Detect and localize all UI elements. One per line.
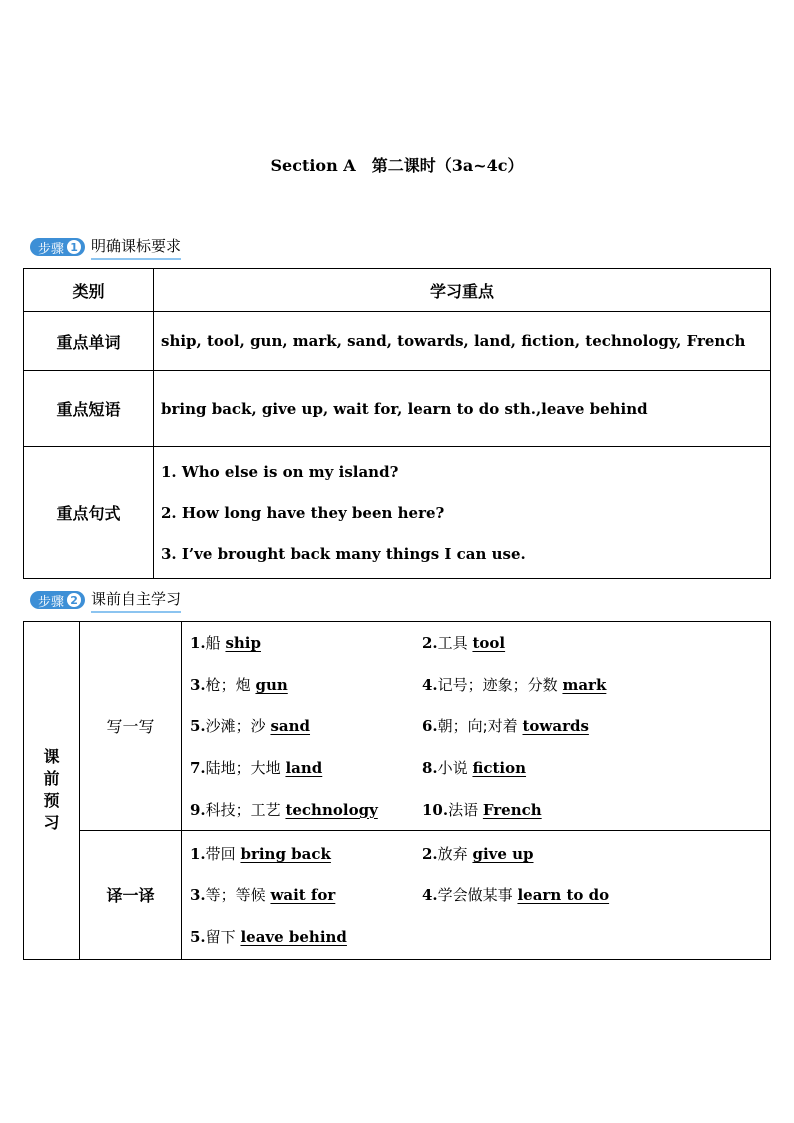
step-2-heading bbox=[30, 590, 181, 610]
vocab-row bbox=[190, 664, 770, 706]
item-number: 6. bbox=[422, 717, 438, 736]
vocab-row bbox=[190, 916, 770, 958]
phrases-content: bring back, give up, wait for, learn to do sth.,leave behind bbox=[154, 371, 771, 447]
objectives-table bbox=[23, 268, 771, 579]
step-number-icon: 1 bbox=[67, 240, 81, 254]
item-chinese: 留下 bbox=[205, 928, 241, 947]
table-row bbox=[24, 622, 771, 831]
item-number: 8. bbox=[422, 759, 438, 778]
header-category: 类别 bbox=[24, 269, 154, 312]
write-item bbox=[422, 757, 526, 778]
preview-table bbox=[23, 621, 771, 960]
item-answer: leave behind bbox=[240, 928, 347, 947]
write-item bbox=[190, 715, 422, 736]
side-label-char: 前 bbox=[43, 769, 60, 789]
item-chinese: 等；等候 bbox=[205, 886, 271, 905]
phrases-label: 重点短语 bbox=[24, 371, 154, 447]
side-label-char: 课 bbox=[43, 747, 60, 767]
sentences-label: 重点句式 bbox=[24, 447, 154, 579]
item-chinese: 沙滩；沙 bbox=[205, 717, 271, 736]
write-item bbox=[422, 799, 542, 820]
item-chinese: 记号；迹象；分数 bbox=[437, 675, 563, 694]
item-chinese: 科技；工艺 bbox=[205, 800, 286, 819]
item-number: 3. bbox=[190, 886, 206, 905]
translate-item bbox=[190, 843, 422, 864]
table-row bbox=[24, 312, 771, 371]
vocab-label: 重点单词 bbox=[24, 312, 154, 371]
item-answer: technology bbox=[285, 800, 378, 819]
item-number: 4. bbox=[422, 886, 438, 905]
translate-content bbox=[182, 830, 771, 959]
item-answer: mark bbox=[562, 675, 607, 694]
write-item bbox=[422, 632, 505, 653]
write-content bbox=[182, 622, 771, 831]
preview-side-text bbox=[24, 746, 79, 834]
vocab-row bbox=[190, 622, 770, 664]
item-number: 2. bbox=[422, 844, 438, 863]
step-badge-text: 步骤 bbox=[38, 241, 65, 257]
translate-item bbox=[422, 843, 534, 864]
translate-item bbox=[190, 884, 422, 905]
item-number: 1. bbox=[190, 634, 206, 653]
translate-item bbox=[190, 926, 422, 947]
write-item bbox=[422, 715, 589, 736]
write-label: 写一写 bbox=[80, 622, 182, 831]
write-item bbox=[190, 674, 422, 695]
vocab-content: ship, tool, gun, mark, sand, towards, land, fiction, technology, French bbox=[154, 312, 771, 371]
item-chinese: 工具 bbox=[437, 634, 473, 653]
table-header-row bbox=[24, 269, 771, 312]
item-chinese: 放弃 bbox=[437, 844, 473, 863]
step-number-icon: 2 bbox=[67, 593, 81, 607]
step-badge-text: 步骤 bbox=[38, 594, 65, 610]
header-focus: 学习重点 bbox=[154, 269, 771, 312]
table-row bbox=[24, 371, 771, 447]
write-item bbox=[190, 632, 422, 653]
translate-label: 译一译 bbox=[80, 830, 182, 959]
item-answer: land bbox=[285, 759, 323, 778]
item-chinese: 枪；炮 bbox=[205, 675, 256, 694]
item-number: 10. bbox=[422, 800, 449, 819]
step-badge bbox=[30, 238, 85, 256]
item-number: 9. bbox=[190, 800, 206, 819]
step-label: 课前自主学习 bbox=[91, 588, 181, 613]
step-1-heading bbox=[30, 237, 181, 257]
step-badge bbox=[30, 591, 85, 609]
table-row bbox=[24, 830, 771, 959]
item-answer: gun bbox=[255, 675, 288, 694]
item-answer: tool bbox=[472, 634, 506, 653]
item-number: 1. bbox=[190, 844, 206, 863]
item-chinese: 法语 bbox=[448, 800, 483, 819]
table-row bbox=[24, 447, 771, 579]
translate-item bbox=[422, 884, 609, 905]
vocab-row bbox=[190, 874, 770, 916]
item-number: 3. bbox=[190, 675, 206, 694]
item-answer: wait for bbox=[270, 886, 336, 905]
item-number: 5. bbox=[190, 928, 206, 947]
item-chinese: 船 bbox=[205, 634, 226, 653]
sentence-item: 2. How long have they been here? bbox=[161, 503, 445, 522]
sentence-item: 3. I’ve brought back many things I can use. bbox=[161, 544, 526, 563]
item-answer: learn to do bbox=[517, 886, 610, 905]
item-answer: bring back bbox=[240, 844, 331, 863]
sentence-item: 1. Who else is on my island? bbox=[161, 462, 399, 481]
item-chinese: 陆地；大地 bbox=[205, 759, 286, 778]
item-answer: give up bbox=[472, 844, 534, 863]
write-item bbox=[190, 757, 422, 778]
side-label-char: 预 bbox=[43, 791, 60, 811]
write-item bbox=[190, 799, 422, 820]
item-answer: fiction bbox=[472, 759, 527, 778]
write-item bbox=[422, 674, 606, 695]
page-title: Section A 第二课时（3a~4c） bbox=[270, 156, 524, 175]
item-chinese: 学会做某事 bbox=[437, 886, 518, 905]
item-chinese: 带回 bbox=[205, 844, 241, 863]
item-number: 5. bbox=[190, 717, 206, 736]
item-number: 7. bbox=[190, 759, 206, 778]
side-label-char: 习 bbox=[43, 813, 60, 833]
item-number: 4. bbox=[422, 675, 438, 694]
item-answer: French bbox=[482, 800, 542, 819]
vocab-row bbox=[190, 833, 770, 875]
item-answer: ship bbox=[225, 634, 261, 653]
item-number: 2. bbox=[422, 634, 438, 653]
item-chinese: 小说 bbox=[437, 759, 473, 778]
item-chinese: 朝；向;对着 bbox=[437, 717, 523, 736]
vocab-row bbox=[190, 788, 770, 830]
vocab-row bbox=[190, 705, 770, 747]
sentences-content bbox=[154, 447, 771, 579]
item-answer: towards bbox=[522, 717, 589, 736]
vocab-row bbox=[190, 747, 770, 789]
preview-side-label bbox=[24, 622, 80, 960]
step-label: 明确课标要求 bbox=[91, 235, 181, 260]
item-answer: sand bbox=[270, 717, 311, 736]
